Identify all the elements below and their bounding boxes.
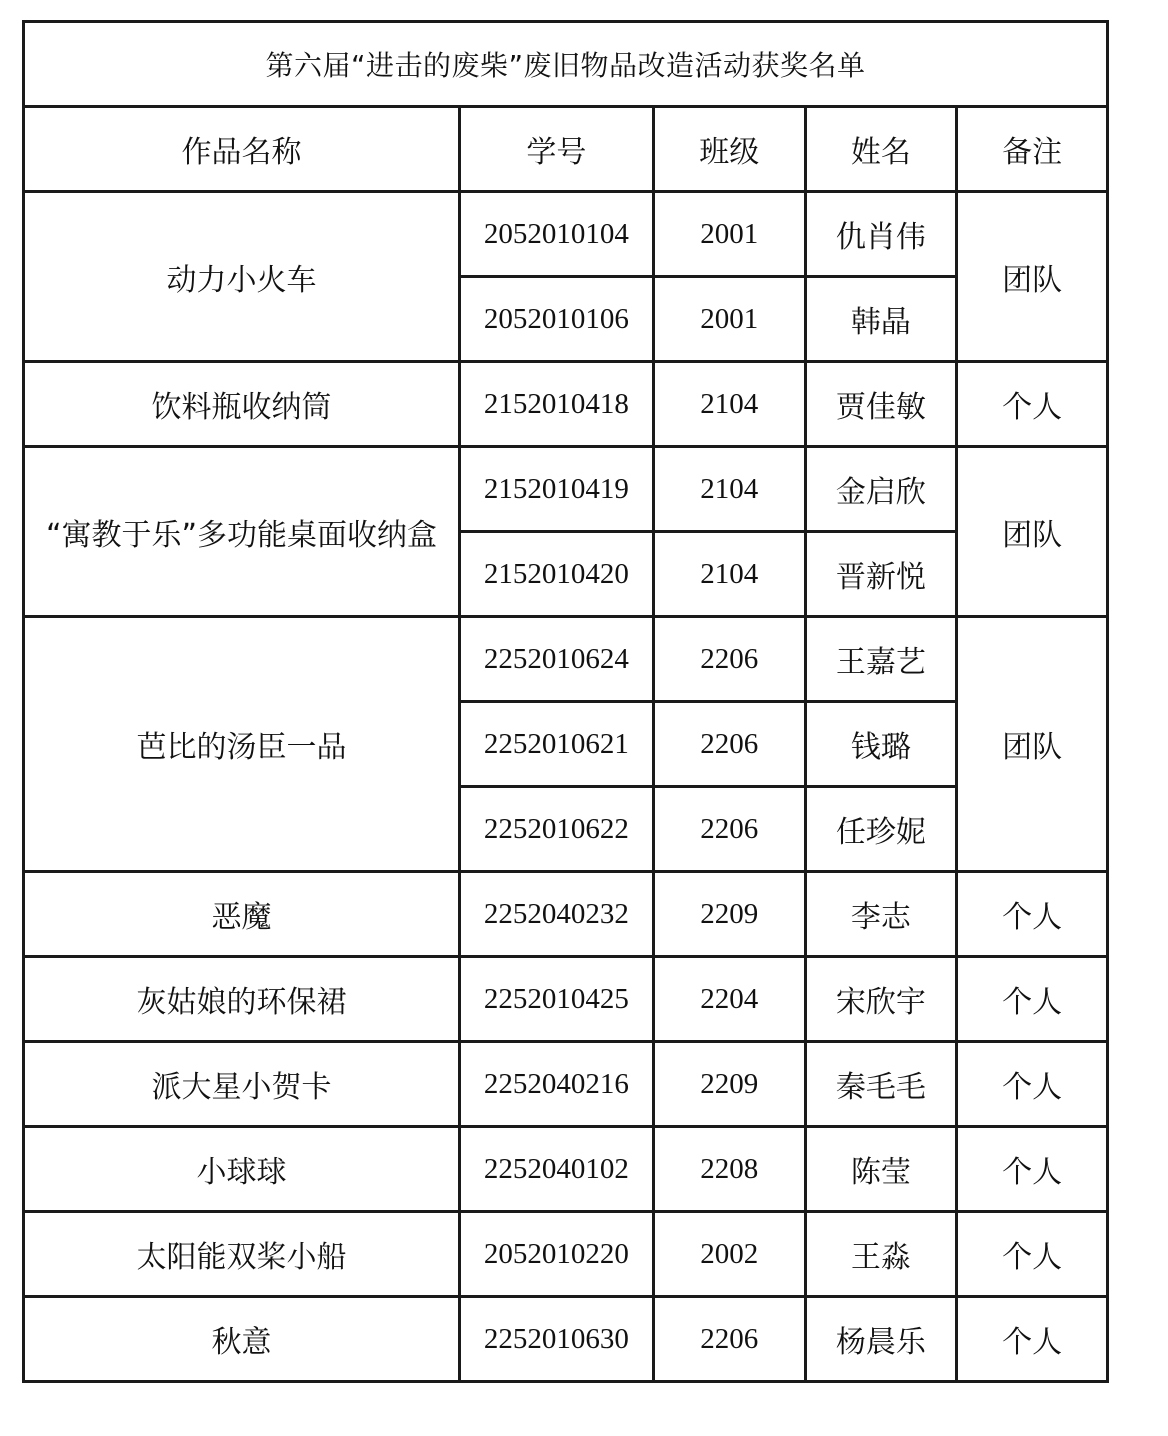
student-id-cell: 2152010420 xyxy=(459,532,653,617)
note-cell: 团队 xyxy=(957,192,1108,362)
work-name-cell: “寓教于乐”多功能桌面收纳盒 xyxy=(24,447,460,617)
class-cell: 2209 xyxy=(653,1042,805,1127)
note-cell: 个人 xyxy=(957,1127,1108,1212)
student-id-cell: 2252010425 xyxy=(459,957,653,1042)
work-name-cell: 小球球 xyxy=(24,1127,460,1212)
note-cell: 个人 xyxy=(957,1212,1108,1297)
student-name-cell: 仇肖伟 xyxy=(805,192,957,277)
work-name-cell: 派大星小贺卡 xyxy=(24,1042,460,1127)
table-row xyxy=(24,1042,1108,1127)
student-id-cell: 2052010104 xyxy=(459,192,653,277)
student-name-cell: 晋新悦 xyxy=(805,532,957,617)
class-cell: 2204 xyxy=(653,957,805,1042)
awards-body xyxy=(24,192,1108,1382)
student-name-cell: 陈莹 xyxy=(805,1127,957,1212)
table-row xyxy=(24,617,1108,702)
note-cell: 个人 xyxy=(957,872,1108,957)
student-name-cell: 钱璐 xyxy=(805,702,957,787)
student-name-cell: 杨晨乐 xyxy=(805,1297,957,1382)
student-name-cell: 韩晶 xyxy=(805,277,957,362)
header-work: 作品名称 xyxy=(24,107,460,192)
class-cell: 2209 xyxy=(653,872,805,957)
student-id-cell: 2052010106 xyxy=(459,277,653,362)
student-name-cell: 贾佳敏 xyxy=(805,362,957,447)
class-cell: 2208 xyxy=(653,1127,805,1212)
work-name-cell: 饮料瓶收纳筒 xyxy=(24,362,460,447)
class-cell: 2206 xyxy=(653,1297,805,1382)
student-id-cell: 2252010624 xyxy=(459,617,653,702)
student-id-cell: 2152010419 xyxy=(459,447,653,532)
header-name: 姓名 xyxy=(805,107,957,192)
table-row xyxy=(24,957,1108,1042)
student-id-cell: 2252010621 xyxy=(459,702,653,787)
class-cell: 2206 xyxy=(653,787,805,872)
work-name-cell: 芭比的汤臣一品 xyxy=(24,617,460,872)
student-id-cell: 2252010630 xyxy=(459,1297,653,1382)
class-cell: 2104 xyxy=(653,532,805,617)
work-name-cell: 动力小火车 xyxy=(24,192,460,362)
work-name-cell: 秋意 xyxy=(24,1297,460,1382)
table-row xyxy=(24,1297,1108,1382)
student-name-cell: 金启欣 xyxy=(805,447,957,532)
student-id-cell: 2252040102 xyxy=(459,1127,653,1212)
student-name-cell: 王淼 xyxy=(805,1212,957,1297)
note-cell: 个人 xyxy=(957,1297,1108,1382)
work-name-cell: 灰姑娘的环保裙 xyxy=(24,957,460,1042)
note-cell: 个人 xyxy=(957,1042,1108,1127)
table-row xyxy=(24,362,1108,447)
student-name-cell: 秦毛毛 xyxy=(805,1042,957,1127)
class-cell: 2104 xyxy=(653,447,805,532)
student-name-cell: 任珍妮 xyxy=(805,787,957,872)
table-row xyxy=(24,192,1108,277)
note-cell: 个人 xyxy=(957,957,1108,1042)
header-class: 班级 xyxy=(653,107,805,192)
student-name-cell: 李志 xyxy=(805,872,957,957)
student-id-cell: 2252010622 xyxy=(459,787,653,872)
class-cell: 2206 xyxy=(653,702,805,787)
header-note: 备注 xyxy=(957,107,1108,192)
class-cell: 2001 xyxy=(653,192,805,277)
class-cell: 2206 xyxy=(653,617,805,702)
student-id-cell: 2252040232 xyxy=(459,872,653,957)
class-cell: 2001 xyxy=(653,277,805,362)
work-name-cell: 太阳能双桨小船 xyxy=(24,1212,460,1297)
header-student-id: 学号 xyxy=(459,107,653,192)
awards-table xyxy=(22,20,1109,1383)
student-name-cell: 王嘉艺 xyxy=(805,617,957,702)
note-cell: 个人 xyxy=(957,362,1108,447)
class-cell: 2104 xyxy=(653,362,805,447)
class-cell: 2002 xyxy=(653,1212,805,1297)
table-row xyxy=(24,1212,1108,1297)
note-cell: 团队 xyxy=(957,447,1108,617)
table-row xyxy=(24,872,1108,957)
student-id-cell: 2252040216 xyxy=(459,1042,653,1127)
student-name-cell: 宋欣宇 xyxy=(805,957,957,1042)
student-id-cell: 2152010418 xyxy=(459,362,653,447)
table-title: 第六届“进击的废柴”废旧物品改造活动获奖名单 xyxy=(24,22,1108,107)
table-row xyxy=(24,1127,1108,1212)
work-name-cell: 恶魔 xyxy=(24,872,460,957)
student-id-cell: 2052010220 xyxy=(459,1212,653,1297)
table-row xyxy=(24,447,1108,532)
note-cell: 团队 xyxy=(957,617,1108,872)
